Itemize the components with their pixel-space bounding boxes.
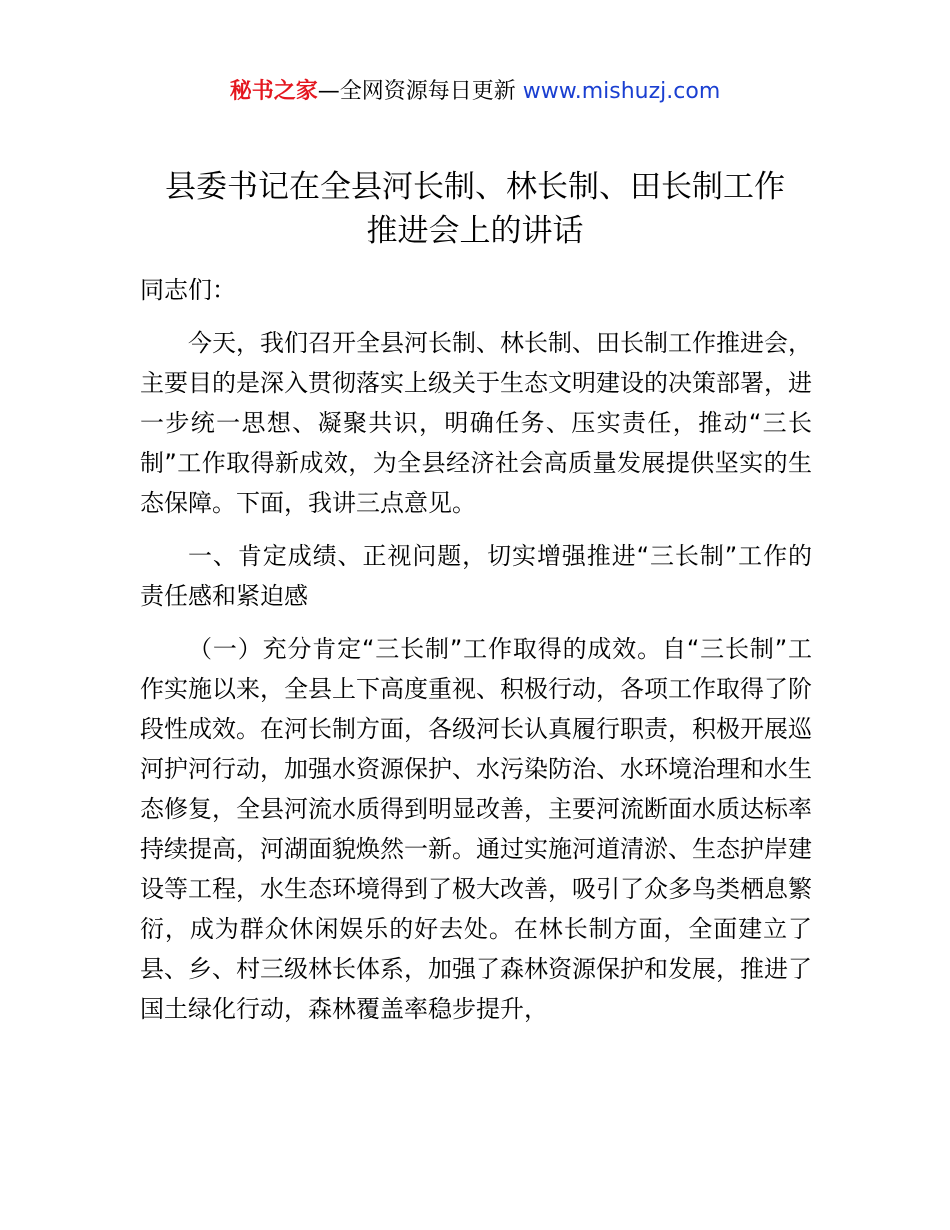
header-tagline: —全网资源每日更新 (317, 79, 523, 104)
section-heading-1: 一、肯定成绩、正视问题，切实增强推进“三长制”工作的责任感和紧迫感 (140, 542, 812, 610)
paragraph-achievements: （一）充分肯定“三长制”工作取得的成效。自“三长制”工作实施以来，全县上下高度重视、积极行动，各项工作取得了阶段性成效。在河长制方面，各级河长认真履行职责，积极开展巡河护河行动，加强水资源保护、水污染防治、水环境治理和水生态修复，全县河流水质得到明显改善，主要河流断面水质达标率持续提高，河湖面貌焕然一新。通过实施河道清淤、生态护岸建设等工程，水生态环境得到了极大改善，吸引了众多鸟类栖息繁衍，成为群众休闲娱乐的好去处。在林长制方面，全面建立了县、乡、村三级林长体系，加强了森林资源保护和发展，推进了国土绿化行动，森林覆盖率稳步提升， (140, 635, 812, 1023)
salutation: 同志们： (140, 276, 236, 304)
site-header (0, 76, 950, 108)
title-line-2: 推进会上的讲话 (366, 213, 584, 249)
document-body (140, 270, 812, 1029)
site-url-link[interactable]: www.mishuzj.com (522, 79, 721, 104)
brand-name: 秘书之家 (229, 79, 318, 104)
document-title (100, 165, 850, 253)
title-line-1: 县委书记在全县河长制、林长制、田长制工作 (165, 169, 785, 205)
paragraph-intro: 今天，我们召开全县河长制、林长制、田长制工作推进会，主要目的是深入贯彻落实上级关于生态文明建设的决策部署，进一步统一思想、凝聚共识，明确任务、压实责任，推动“三长制”工作取得新成效，为全县经济社会高质量发展提供坚实的生态保障。下面，我讲三点意见。 (140, 329, 812, 517)
